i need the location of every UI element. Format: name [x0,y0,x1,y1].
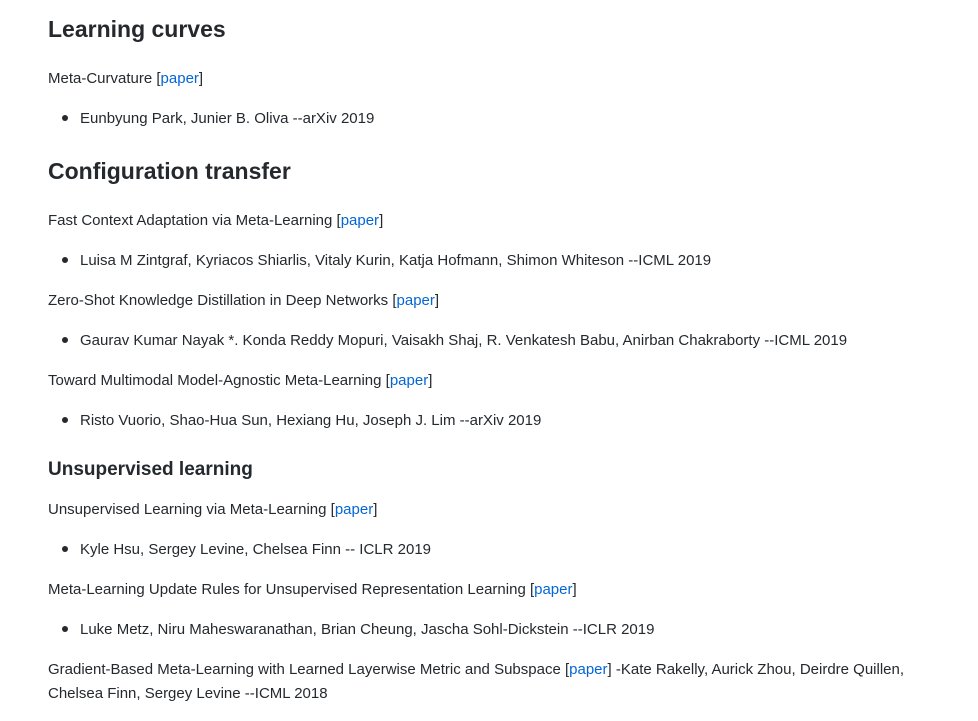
authors-text: Gaurav Kumar Nayak *. Konda Reddy Mopuri, Vaisakh Shaj, R. Venkatesh Babu, Anirban Chakraborty --ICML 2019 [80,332,848,349]
authors-text: Luisa M Zintgraf, Kyriacos Shiarlis, Vitaly Kurin, Katja Hofmann, Shimon Whiteson --ICML 2019 [80,252,712,269]
paper-title-text: Gradient-Based Meta-Learning with Learned Layerwise Metric and Subspace [48,661,561,678]
paper-link[interactable]: paper [334,501,374,518]
section-heading-learning-curves: Learning curves [48,16,226,42]
paper-title: Meta-Learning Update Rules for Unsupervised Representation Learning [paper] [48,581,577,598]
bullet-icon [62,337,68,343]
authors-text: -Kate Rakelly, Aurick Zhou, Deirdre Quillen, Chelsea Finn, Sergey Levine --ICML 2018 [48,661,905,702]
paper-link[interactable]: paper [389,372,429,389]
authors-list-item [62,618,654,642]
paper-title-text: Zero-Shot Knowledge Distillation in Deep Networks [48,292,389,309]
paper-title: Meta-Curvature [paper] [48,70,204,87]
paper-title-text: Fast Context Adaptation via Meta-Learning [48,212,333,229]
bullet-icon [62,417,68,423]
paper-title-text: Unsupervised Learning via Meta-Learning [48,501,327,518]
paper-title: Toward Multimodal Model-Agnostic Meta-Learning [paper] [48,372,433,389]
section-heading-configuration-transfer: Configuration transfer [48,158,291,184]
bullet-icon [62,546,68,552]
paper-link[interactable]: paper [340,212,380,229]
paper-title-text: Meta-Learning Update Rules for Unsupervised Representation Learning [48,581,526,598]
paper-title: Zero-Shot Knowledge Distillation in Deep Networks [paper] [48,292,440,309]
section-heading-unsupervised-learning: Unsupervised learning [48,459,253,480]
paper-link[interactable]: paper [569,661,608,678]
authors-text: Risto Vuorio, Shao-Hua Sun, Hexiang Hu, Joseph J. Lim --arXiv 2019 [80,412,542,429]
authors-list-item [62,538,431,562]
authors-list-item [62,409,541,433]
paper-link[interactable]: paper [160,70,199,87]
authors-list-item [62,329,847,353]
authors-text: Luke Metz, Niru Maheswaranathan, Brian Cheung, Jascha Sohl-Dickstein --ICLR 2019 [80,621,655,638]
bullet-icon [62,115,68,121]
paper-title-text: Meta-Curvature [48,70,153,87]
authors-text: Eunbyung Park, Junier B. Oliva --arXiv 2019 [80,110,375,127]
paper-link[interactable]: paper [534,581,573,598]
paper-title: Unsupervised Learning via Meta-Learning [paper] [48,501,378,518]
authors-list-item [62,249,711,273]
paper-link[interactable]: paper [396,292,435,309]
authors-list-item [62,107,374,131]
paper-title-text: Toward Multimodal Model-Agnostic Meta-Learning [48,372,382,389]
paper-title: Gradient-Based Meta-Learning with Learned Layerwise Metric and Subspace [paper] -Kate Rakelly, Aurick Zhou, Deirdre Quillen, Chelsea Finn, Sergey Levine --ICML 2018 [48,661,905,702]
paper-title: Fast Context Adaptation via Meta-Learning [paper] [48,212,384,229]
bullet-icon [62,626,68,632]
authors-text: Kyle Hsu, Sergey Levine, Chelsea Finn -- ICLR 2019 [80,541,432,558]
bullet-icon [62,257,68,263]
